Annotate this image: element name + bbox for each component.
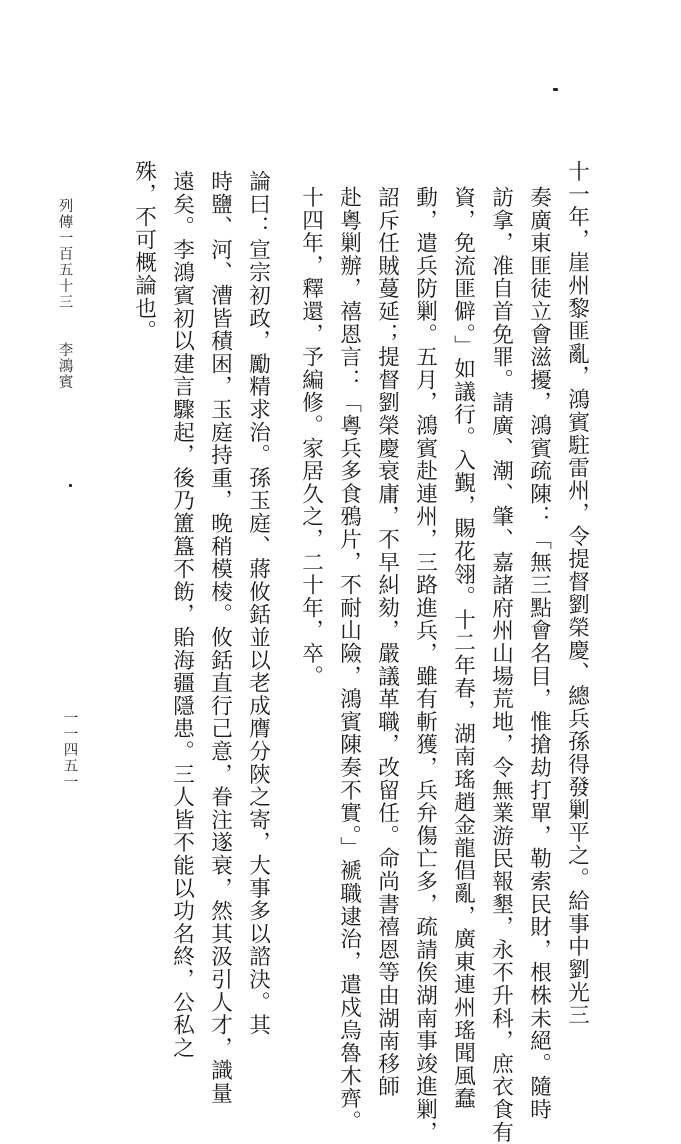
text-column: 殊，不可概論也。 <box>131 160 157 343</box>
text-column: 十一年，崖州黎匪亂，鴻賓駐雷州，令提督劉榮慶、總兵孫得發剿平之。給事中劉光三 <box>564 160 590 1027</box>
text-column: 十四年，釋還，予編修。家居久之，二十年，卒。 <box>298 186 324 688</box>
page-number: 一一四五一 <box>61 710 78 790</box>
margin-header-left: 列傳一百五十三 李鴻賓 <box>56 198 73 390</box>
text-column: 赴粵剿辦，禧恩言：「粵兵多食鴉片，不耐山險，鴻賓陳奏不實。」褫職逮治，遣戍烏魯木齊。 <box>336 186 362 1133</box>
text-column: 訪拿，准自首免罪。請廣、潮、肇、嘉諸府州山場荒地，令無業游民報墾，永不升科，庶衣食有 <box>488 186 514 1144</box>
text-column: 動，遣兵防剿。五月，鴻賓赴連州，三路進兵，雖有斬獲，兵弁傷亡多，疏請俟湖南事竣進剿， <box>412 186 438 1144</box>
text-column: 資，免流匪僻。」如議行。入覲，賜花翎。十二年春，湖南瑤趙金龍倡亂，廣東連州瑤聞風蠢 <box>450 186 476 1110</box>
text-column: 詔斥任賊蔓延；提督劉榮慶衰庸，不早糾劾，嚴議革職，改留任。命尚書禧恩等由湖南移師 <box>374 186 400 1098</box>
text-column: 論曰：宣宗初政，勵精求治。孫玉庭、蔣攸銛並以老成膺分陝之寄，大事多以諮決。其 <box>245 170 271 1037</box>
text-column: 時鹽、河、漕皆積困，玉庭持重，晚稍模棱。攸銛直行己意，眷注遂衰，然其汲引人才，識量 <box>207 170 233 1105</box>
text-column: 遠矣。李鴻賓初以建言驟起，後乃簠簋不飭，貽海疆隱患。三人皆不能以功名終，公私之 <box>169 170 195 1060</box>
text-column: 奏廣東匪徒立會滋擾，鴻賓疏陳：「無三點會名目，惟搶劫打單，勒索民財，根株未絕。隨時 <box>526 186 552 1121</box>
ink-speck-top <box>553 88 558 91</box>
